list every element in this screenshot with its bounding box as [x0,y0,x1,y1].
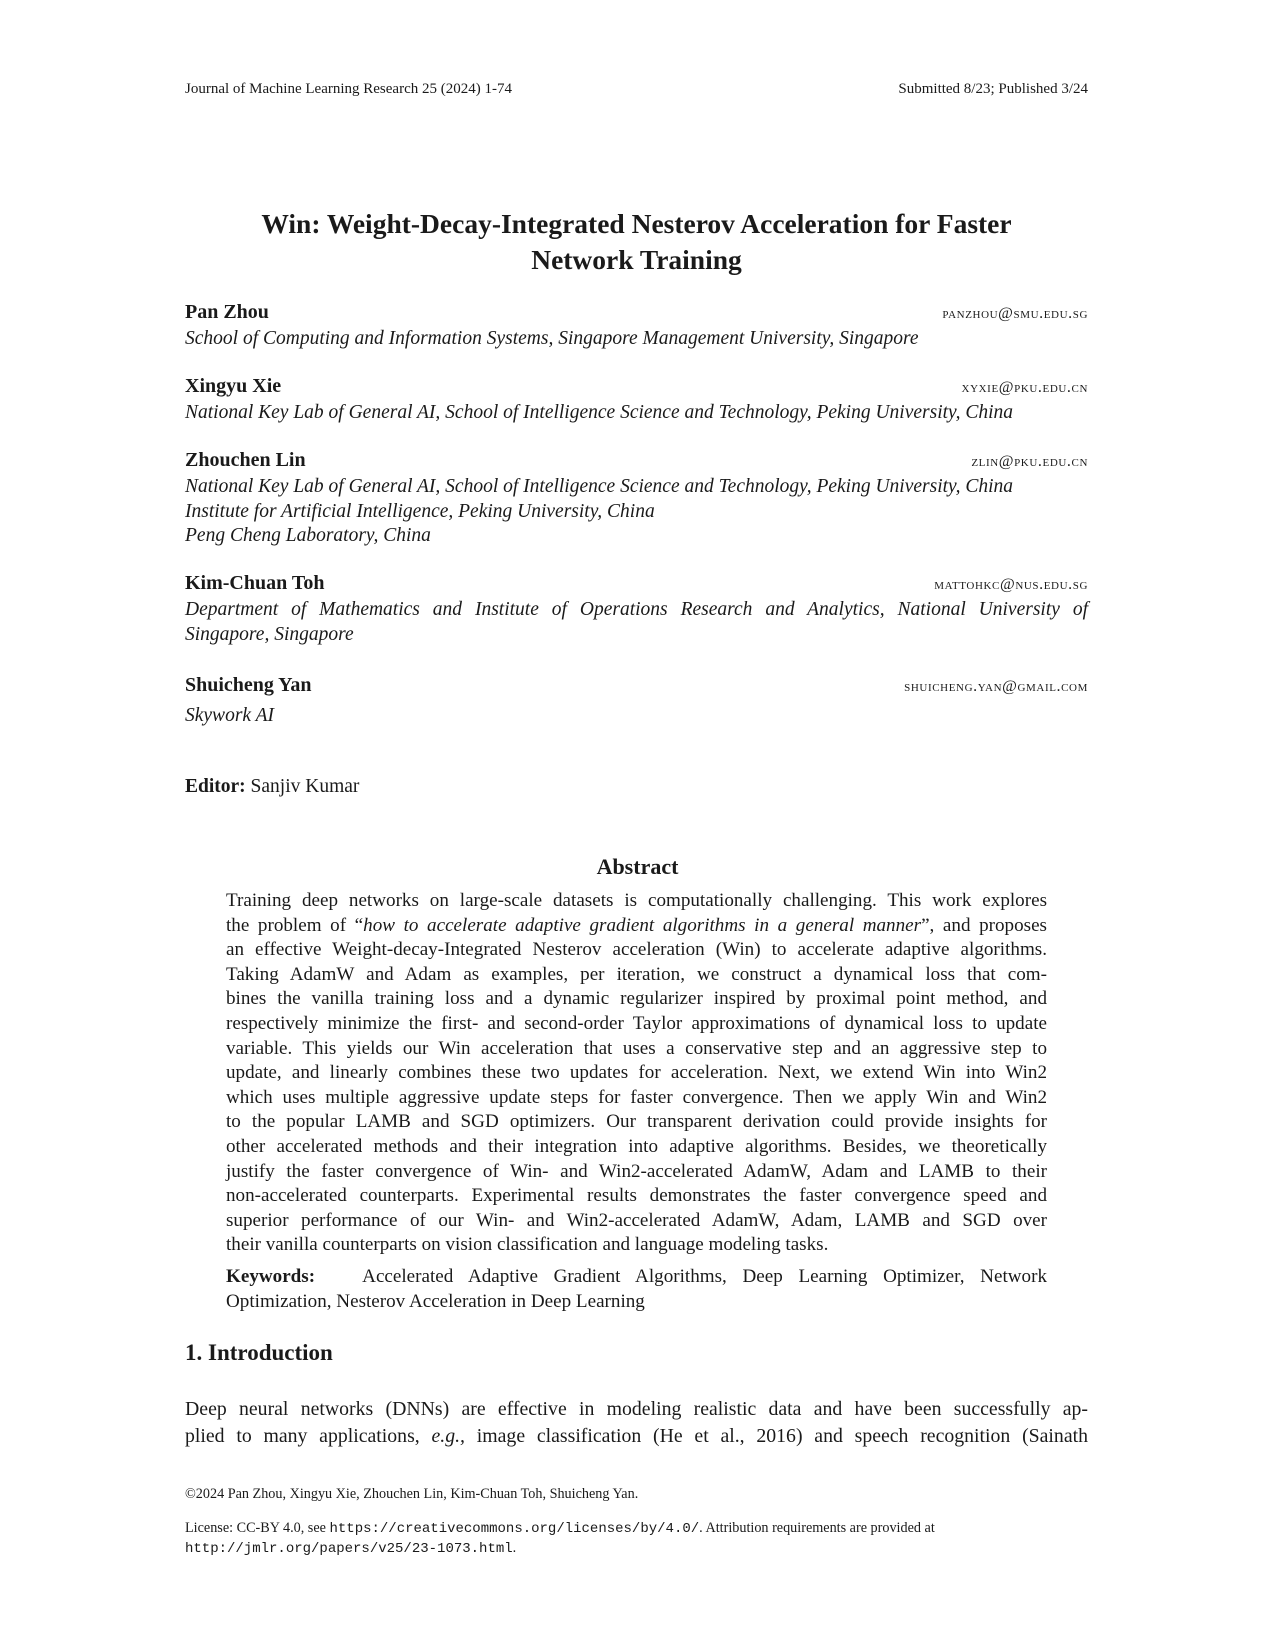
affiliation: Skywork AI [185,705,274,726]
abstract-line: non-accelerated counterparts. Experimental results demonstrates the faster convergence speed and [226,1185,1047,1207]
abstract-line: an effective Weight-decay-Integrated Nesterov acceleration (Win) to accelerate adaptive algorithms. [226,939,1047,961]
abstract-line: which uses multiple aggressive update steps for faster convergence. Then we apply Win and Win2 [226,1086,1047,1108]
editor-name: Sanjiv Kumar [250,776,360,797]
affiliation: National Key Lab of General AI, School of Intelligence Science and Technology, Peking University, China [185,476,1014,497]
keywords [226,1265,1047,1314]
author-email[interactable]: shuicheng.yan@gmail.com [904,678,1088,695]
abstract-text [226,889,1047,1258]
author-email[interactable]: mattohkc@nus.edu.sg [934,576,1088,593]
abstract-line-text: the problem of “ [226,914,364,936]
paper-title [185,206,1088,278]
author-email[interactable]: xyxie@pku.edu.cn [961,379,1088,396]
abstract-line: Training deep networks on large-scale datasets is computationally challenging. This work explores [226,890,1047,911]
affiliation: National Key Lab of General AI, School of Intelligence Science and Technology, Peking University, China [185,402,1014,423]
affiliation: School of Computing and Information Systems, Singapore Management University, Singapore [185,328,919,349]
abstract-heading: Abstract [596,854,679,879]
author-affiliations [185,401,1088,426]
intro-line [185,1423,1088,1450]
abstract-line [226,914,1047,939]
abstract-emphasis: how to accelerate adaptive gradient algorithms in a general manner [363,914,922,936]
submission-dates: Submitted 8/23; Published 3/24 [898,81,1088,97]
author-block [185,572,1088,647]
keywords-line [226,1265,1047,1290]
title-line-1: Win: Weight-Decay-Integrated Nesterov Acceleration for Faster [261,208,1012,239]
author-block [185,375,1088,426]
abstract-line: Taking AdamW and Adam as examples, per iteration, we construct a dynamical loss that com- [226,963,1047,985]
section-heading: 1. Introduction [185,1340,333,1365]
author-email[interactable]: panzhou@smu.edu.sg [942,305,1088,322]
author-affiliations [185,704,1088,729]
keywords-line: Optimization, Nesterov Acceleration in Deep Learning [226,1290,645,1312]
license-notice [185,1519,1088,1559]
keywords-label: Keywords: [226,1266,316,1287]
editor-line [185,776,359,798]
intro-paragraph [185,1396,1088,1450]
author-block [185,301,1088,352]
license-link[interactable]: https://creativecommons.org/licenses/by/4.0/ [329,1521,700,1537]
author-email[interactable]: zlin@pku.edu.cn [971,453,1088,470]
author-block [185,674,1088,729]
affiliation: Singapore, Singapore [185,623,354,645]
author-block [185,449,1088,549]
affiliation: Department of Mathematics and Institute of Operations Research and Analytics, National University of [185,599,1088,620]
author-name: Kim-Chuan Toh [185,572,325,594]
abstract-line: update, and linearly combines these two updates for acceleration. Next, we extend Win into Win2 [226,1062,1047,1084]
author-name: Shuicheng Yan [185,674,312,696]
abstract-line: their vanilla counterparts on vision classification and language modeling tasks. [226,1234,829,1256]
attribution-period: . [512,1540,517,1556]
journal-citation: Journal of Machine Learning Research 25 (2024) 1-74 [185,81,512,97]
copyright-symbol: © [185,1486,196,1502]
copyright-notice [185,1486,1088,1503]
intro-emphasis: e.g., [431,1425,465,1447]
abstract-line: variable. This yields our Win acceleration that uses a conservative step and an aggressive step to [226,1037,1047,1059]
abstract-line: superior performance of our Win- and Win2-accelerated AdamW, Adam, LAMB and SGD over [226,1209,1047,1231]
author-affiliations [185,475,1088,549]
author-name: Xingyu Xie [185,375,282,397]
author-affiliations [185,598,1088,647]
author-name: Zhouchen Lin [185,449,306,471]
intro-line: Deep neural networks (DNNs) are effective in modeling realistic data and have been successfully ap- [185,1398,1088,1420]
abstract-line-text: ”, and proposes [921,914,1047,936]
abstract-line: justify the faster convergence of Win- and Win2-accelerated AdamW, Adam and LAMB to their [226,1160,1047,1182]
license-text-post: . Attribution requirements are provided at [699,1520,935,1536]
author-affiliations [185,327,1088,352]
author-name: Pan Zhou [185,301,269,323]
intro-line-text: plied to many applications, [185,1425,432,1447]
editor-label: Editor: [185,776,246,797]
attribution-link[interactable]: http://jmlr.org/papers/v25/23-1073.html [185,1541,513,1557]
abstract-line: bines the vanilla training loss and a dynamic regularizer inspired by proximal point method, and [226,988,1047,1010]
abstract-line: respectively minimize the first- and second-order Taylor approximations of dynamical loss to update [226,1012,1047,1034]
copyright-text: 2024 Pan Zhou, Xingyu Xie, Zhouchen Lin, Kim-Chuan Toh, Shuicheng Yan. [195,1486,639,1502]
intro-line-text: image classification (He et al., 2016) and speech recognition (Sainath [465,1425,1088,1447]
keywords-text: Accelerated Adaptive Gradient Algorithms, Deep Learning Optimizer, Network [362,1266,1047,1287]
license-text: License: CC-BY 4.0, see [185,1520,330,1536]
abstract-line: other accelerated methods and their integration into adaptive algorithms. Besides, we theoretically [226,1135,1047,1157]
running-header [185,81,1088,98]
affiliation: Institute for Artificial Intelligence, Peking University, China [185,500,655,522]
title-line-2: Network Training [531,244,742,275]
abstract-line: to the popular LAMB and SGD optimizers. Our transparent derivation could provide insights for [226,1111,1047,1133]
affiliation: Peng Cheng Laboratory, China [185,525,431,546]
